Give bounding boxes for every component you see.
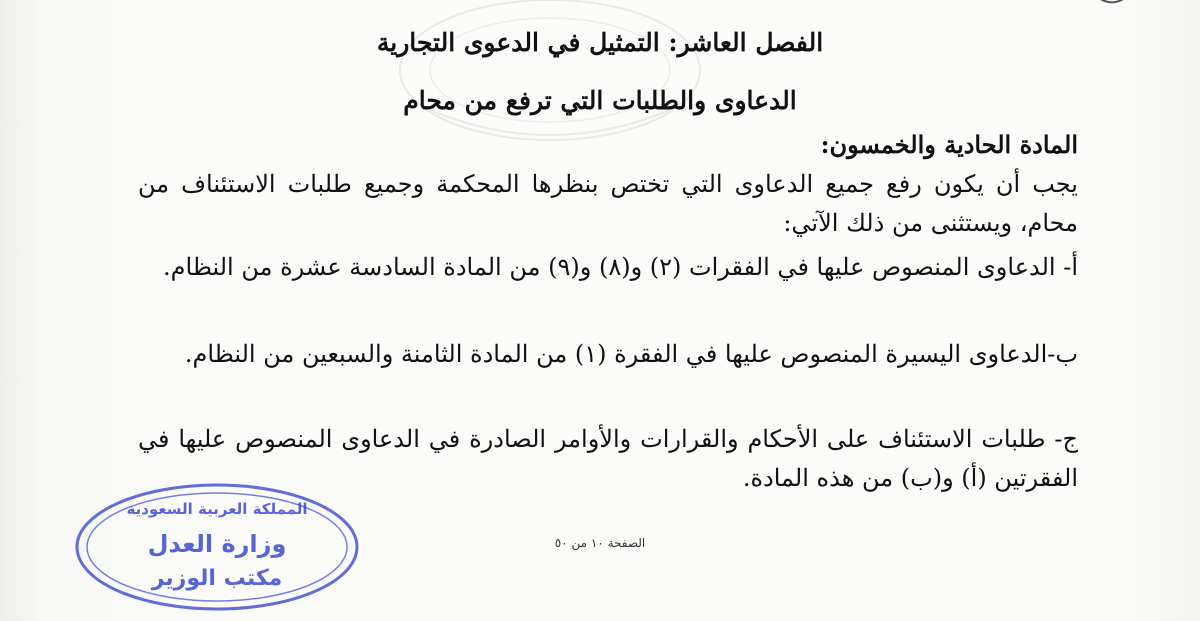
exception-item-c: ج- طلبات الاستئناف على الأحكام والقرارات والأوامر الصادرة في الدعاوى المنصوص عليها في الفقرتين (أ) و(ب) من هذه المادة. <box>138 425 1078 492</box>
article-heading: المادة الحادية والخمسون: <box>820 130 1078 159</box>
exception-item-a: أ- الدعاوى المنصوص عليها في الفقرات (٢) و(٨) و(٩) من المادة السادسة عشرة من النظام. <box>163 253 1078 281</box>
page-number: الصفحة ١٠ من ٥٠ <box>554 536 646 550</box>
ministry-stamp <box>72 480 362 615</box>
exception-item-b: ب-الدعاوى اليسيرة المنصوص عليها في الفقرة (١) من المادة الثامنة والسبعين من النظام. <box>184 340 1078 368</box>
stamp-office-text: مكتب الوزير <box>151 566 283 591</box>
stamp-ministry-text: وزارة العدل <box>147 530 287 558</box>
stamp-country-text: المملكة العربية السعودية <box>126 500 308 518</box>
section-title: الدعاوى والطلبات التي ترفع من محام <box>403 86 797 115</box>
watermark-emblem <box>270 0 830 160</box>
corner-mark <box>1090 0 1130 10</box>
chapter-title: الفصل العاشر: التمثيل في الدعوى التجارية <box>376 28 824 57</box>
article-intro-paragraph: يجب أن يكون رفع جميع الدعاوى التي تختص بنظرها المحكمة وجميع طلبات الاستئناف من محام، ويستثنى من ذلك الآتي: <box>138 170 1078 237</box>
